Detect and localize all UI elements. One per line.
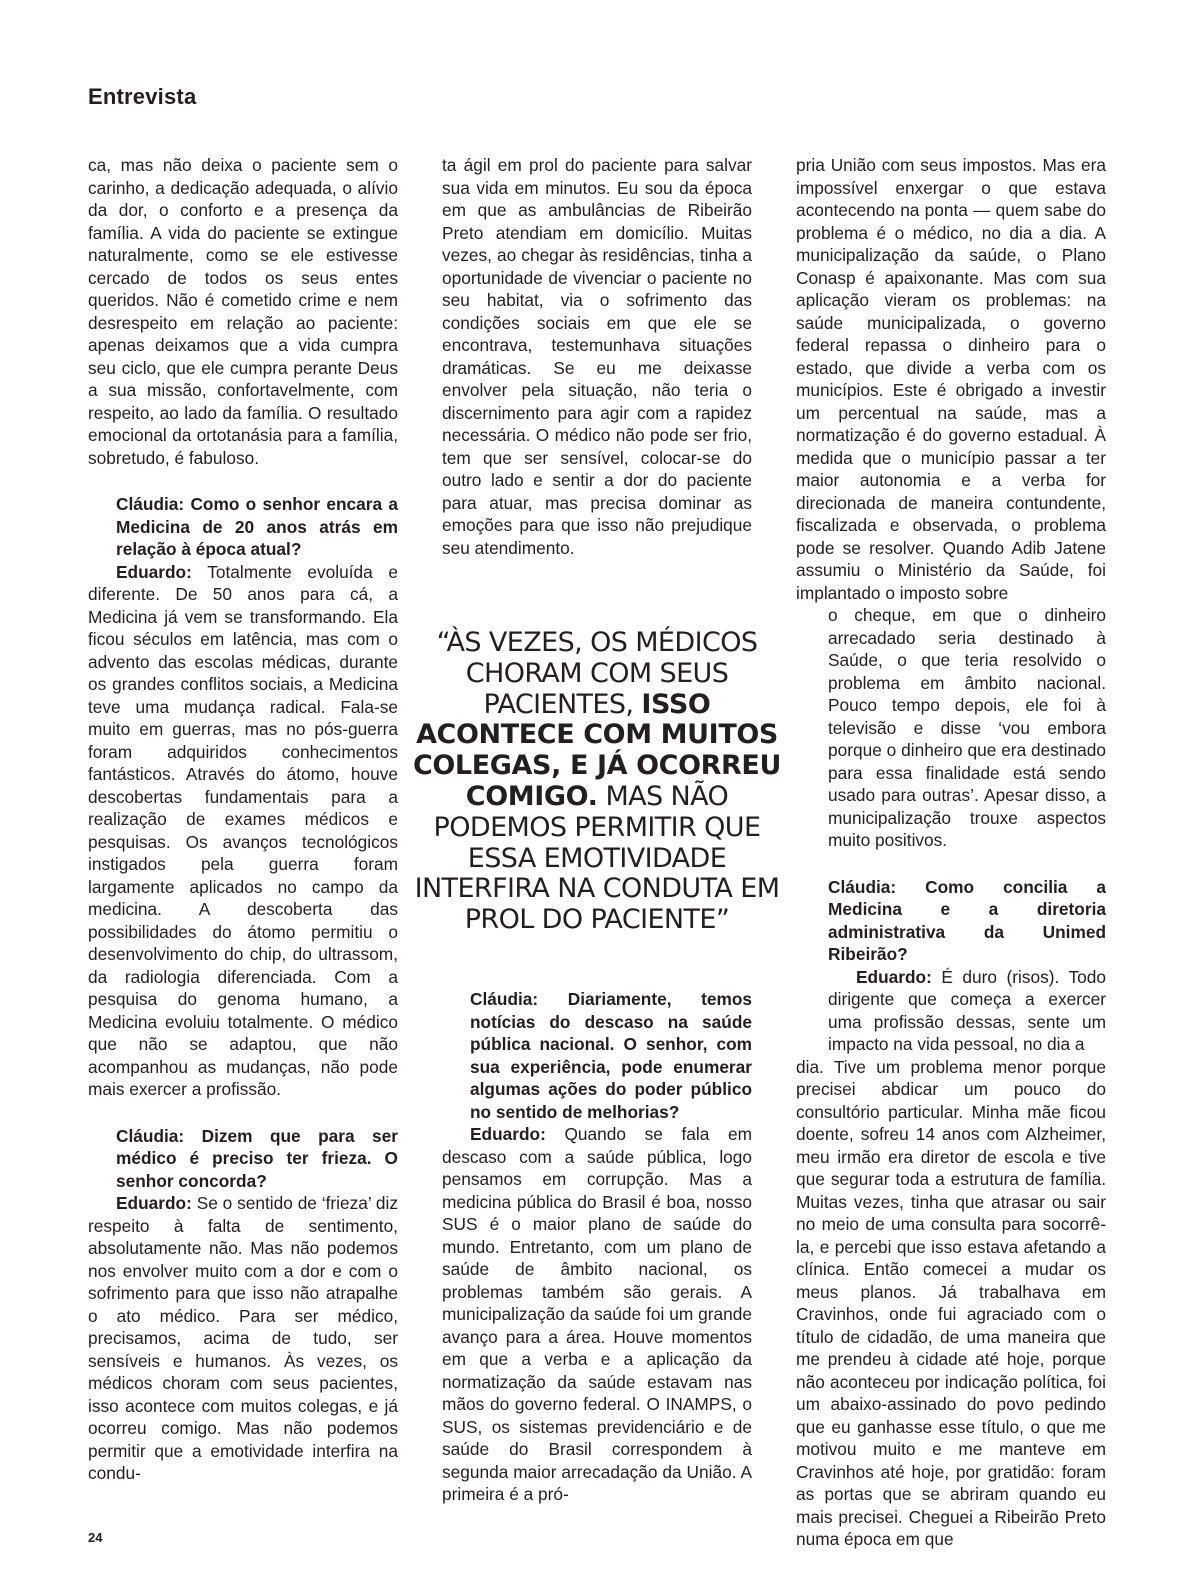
- article-column-2-bottom: [442, 988, 752, 1506]
- pull-quote-lead: “ÀS VEZES, OS MÉDICOS CHORAM COM SEUS PACIENTES,: [436, 627, 758, 720]
- paragraph: o cheque, em que o dinheiro arrecadado seria destinado à Saúde, o que teria resolvido o problema em âmbito nacional. Pouco tempo depois, ele foi à televisão e disse ‘vou embora porque o dinheiro que era destinado para essa finalidade está sendo usado para outras’. Apesar disso, a municipalização trouxe aspectos muito positivos.: [828, 605, 1106, 850]
- interview-answer: [442, 1123, 752, 1506]
- interview-answer: [88, 561, 398, 1101]
- speaker-name: Eduardo:: [856, 966, 932, 987]
- answer-text: Totalmente evoluída e diferente. De 50 anos para cá, a Medicina já vem se transformando. Ela ficou séculos em latência, mas com o advento das escolas médicas, durante os grandes conflitos sociais, a Medicina teve uma mudança radical. Fala-se muito em guerras, mas no pós-guerra foram adquiridos conhecimentos fantásticos. Através do átomo, houve descobertas fundamentais para a realização de exames médicos e pesquisas. Os avanços tecnológicos instigados pela guerra foram largamente aplicados no campo da medicina. A descoberta das possibilidades do átomo permitiu o desenvolvimento do chip, do ultrassom, da radiologia diferenciada. Com a pesquisa do genoma humano, a Medicina evoluiu totalmente. O médico que não se adaptou, que não acompanhou as mudanças, não pode mais exercer a profissão.: [88, 561, 398, 1099]
- speaker-name: Eduardo:: [470, 1124, 546, 1144]
- section-label: Entrevista: [88, 84, 197, 109]
- speaker-name: Eduardo:: [116, 1193, 192, 1213]
- interview-answer: [796, 966, 1106, 1056]
- speaker-name: Eduardo:: [116, 561, 192, 582]
- answer-text: É duro (risos). Todo dirigente que começa a exercer uma profissão dessas, sente um impacto na vida pessoal, no dia a: [828, 966, 1106, 1054]
- paragraph: dia. Tive um problema menor porque precisei abdicar um pouco do consultório particular. Minha mãe ficou doente, sofreu 14 anos com Alzheimer, meu irmão era diretor de escola e tive que segurar toda a estrutura de família. Muitas vezes, tinha que atrasar ou sair no meio de uma consulta para socorrê-la, e percebi que isso estava afetando a clínica. Então comecei a mudar os meus planos. Já trabalhava em Cravinhos, onde fui agraciado com o título de cidadão, de uma maneira que me prendeu à cidade até hoje, porque não aconteceu por indicação política, foi um abaixo-assinado do povo pedindo que eu ganhasse esse título, o que me motivou muito e me manteve em Cravinhos até hoje, por gratidão: foram as portas que se abriram quando eu mais precisei. Cheguei a Ribeirão Preto numa época em que: [796, 1056, 1106, 1549]
- paragraph: ca, mas não deixa o paciente sem o carinho, a dedicação adequada, o alívio da dor, o conforto e a presença da família. A vida do paciente se extingue naturalmente, como se ele estivesse cercado de todos os seus entes queridos. Não é cometido crime e nem desrespeito em relação ao paciente: apenas deixamos que a vida cumpra seu ciclo, que ele cumpra perante Deus a sua missão, confortavelmente, com respeito, ao lado da família. O resultado emocional da ortotanásia para a família, sobretudo, é fabuloso.: [88, 155, 398, 468]
- article-column-1: [88, 154, 398, 1485]
- article-column-2: [442, 154, 752, 559]
- interview-question: Cláudia: Como concilia a Medicina e a diretoria administrativa da Unimed Ribeirão?: [828, 876, 1106, 964]
- answer-text: Quando se fala em descaso com a saúde pública, logo pensamos em corrupção. Mas a medicina pública do Brasil é boa, nosso SUS é o maior plano de saúde do mundo. Entretanto, com um plano de saúde de âmbito nacional, os problemas também são gerais. A municipalização da saúde foi um grande avanço para a área. Houve momentos em que a verba e a aplicação da normatização da saúde estavam nas mãos do governo federal. O INAMPS, o SUS, os sistemas previdenciário e de saúde do Brasil correspondem à segunda maior arrecadação da União. A primeira é a pró-: [442, 1124, 752, 1504]
- interview-answer: [88, 1192, 398, 1485]
- interview-question: Cláudia: Dizem que para ser médico é preciso ter frieza. O senhor concorda?: [116, 1125, 398, 1191]
- page-number: 24: [88, 1530, 103, 1545]
- paragraph: ta ágil em prol do paciente para salvar sua vida em minutos. Eu sou da época em que as ambulâncias de Ribeirão Preto atendiam em domicílio. Muitas vezes, ao chegar às residências, tinha a oportunidade de vivenciar o paciente no seu habitat, via o sofrimento das condições sociais em que ele se encontrava, testemunhava situações dramáticas. Se eu me deixasse envolver pela situação, não teria o discernimento para agir com a rapidez necessária. O médico não pode ser frio, tem que ser sensível, colocar-se do outro lado e sentir a dor do paciente para atuar, mas precisa dominar as emoções para que isso não prejudique seu atendimento.: [442, 155, 752, 558]
- interview-question: Cláudia: Diariamente, temos notícias do descaso na saúde pública nacional. O senhor, com sua experiência, pode enumerar algumas ações do poder público no sentido de melhorias?: [470, 989, 752, 1122]
- interview-question: Cláudia: Como o senhor encara a Medicina de 20 anos atrás em relação à época atual?: [116, 494, 398, 559]
- paragraph: pria União com seus impostos. Mas era impossível enxergar o que estava acontecendo na ponta — quem sabe do problema é o médico, no dia a dia. A municipalização da saúde, o Plano Conasp é apaixonante. Mas com sua aplicação vieram os problemas: na saúde municipalizada, o governo federal repassa o dinheiro para o estado, que divide a verba com os municípios. Este é obrigado a investir um percentual na saúde, mas a normatização é do governo estadual. À medida que o município passar a ter maior autonomia e a verba for direcionada de maneira contundente, fiscalizada e observada, o problema pode se resolver. Quando Adib Jatene assumiu o Ministério da Saúde, foi implantado o imposto sobre: [796, 155, 1106, 603]
- article-column-3: [796, 154, 1106, 1551]
- answer-text: Se o sentido de ‘frieza’ diz respeito à falta de sentimento, absolutamente não. Mas não podemos nos envolver muito com a dor e com o sofrimento para que isso não atrapalhe o ato médico. Para ser médico, precisamos, acima de tudo, ser sensíveis e humanos. Às vezes, os médicos choram com seus pacientes, isso acontece com muitos colegas, e já ocorreu comigo. Mas não podemos permitir que a emotividade interfira na condu-: [88, 1193, 398, 1483]
- pull-quote-emphasis: ISSO ACONTECE COM MUITOS COLEGAS, E JÁ OCORREU COMIGO.: [412, 688, 782, 812]
- pull-quote-tail: MAS NÃO PODEMOS PERMITIR QUE ESSA EMOTIVIDADE INTERFIRA NA CONDUTA EM PROL DO PACIENTE”: [414, 780, 780, 936]
- pull-quote: [404, 628, 790, 936]
